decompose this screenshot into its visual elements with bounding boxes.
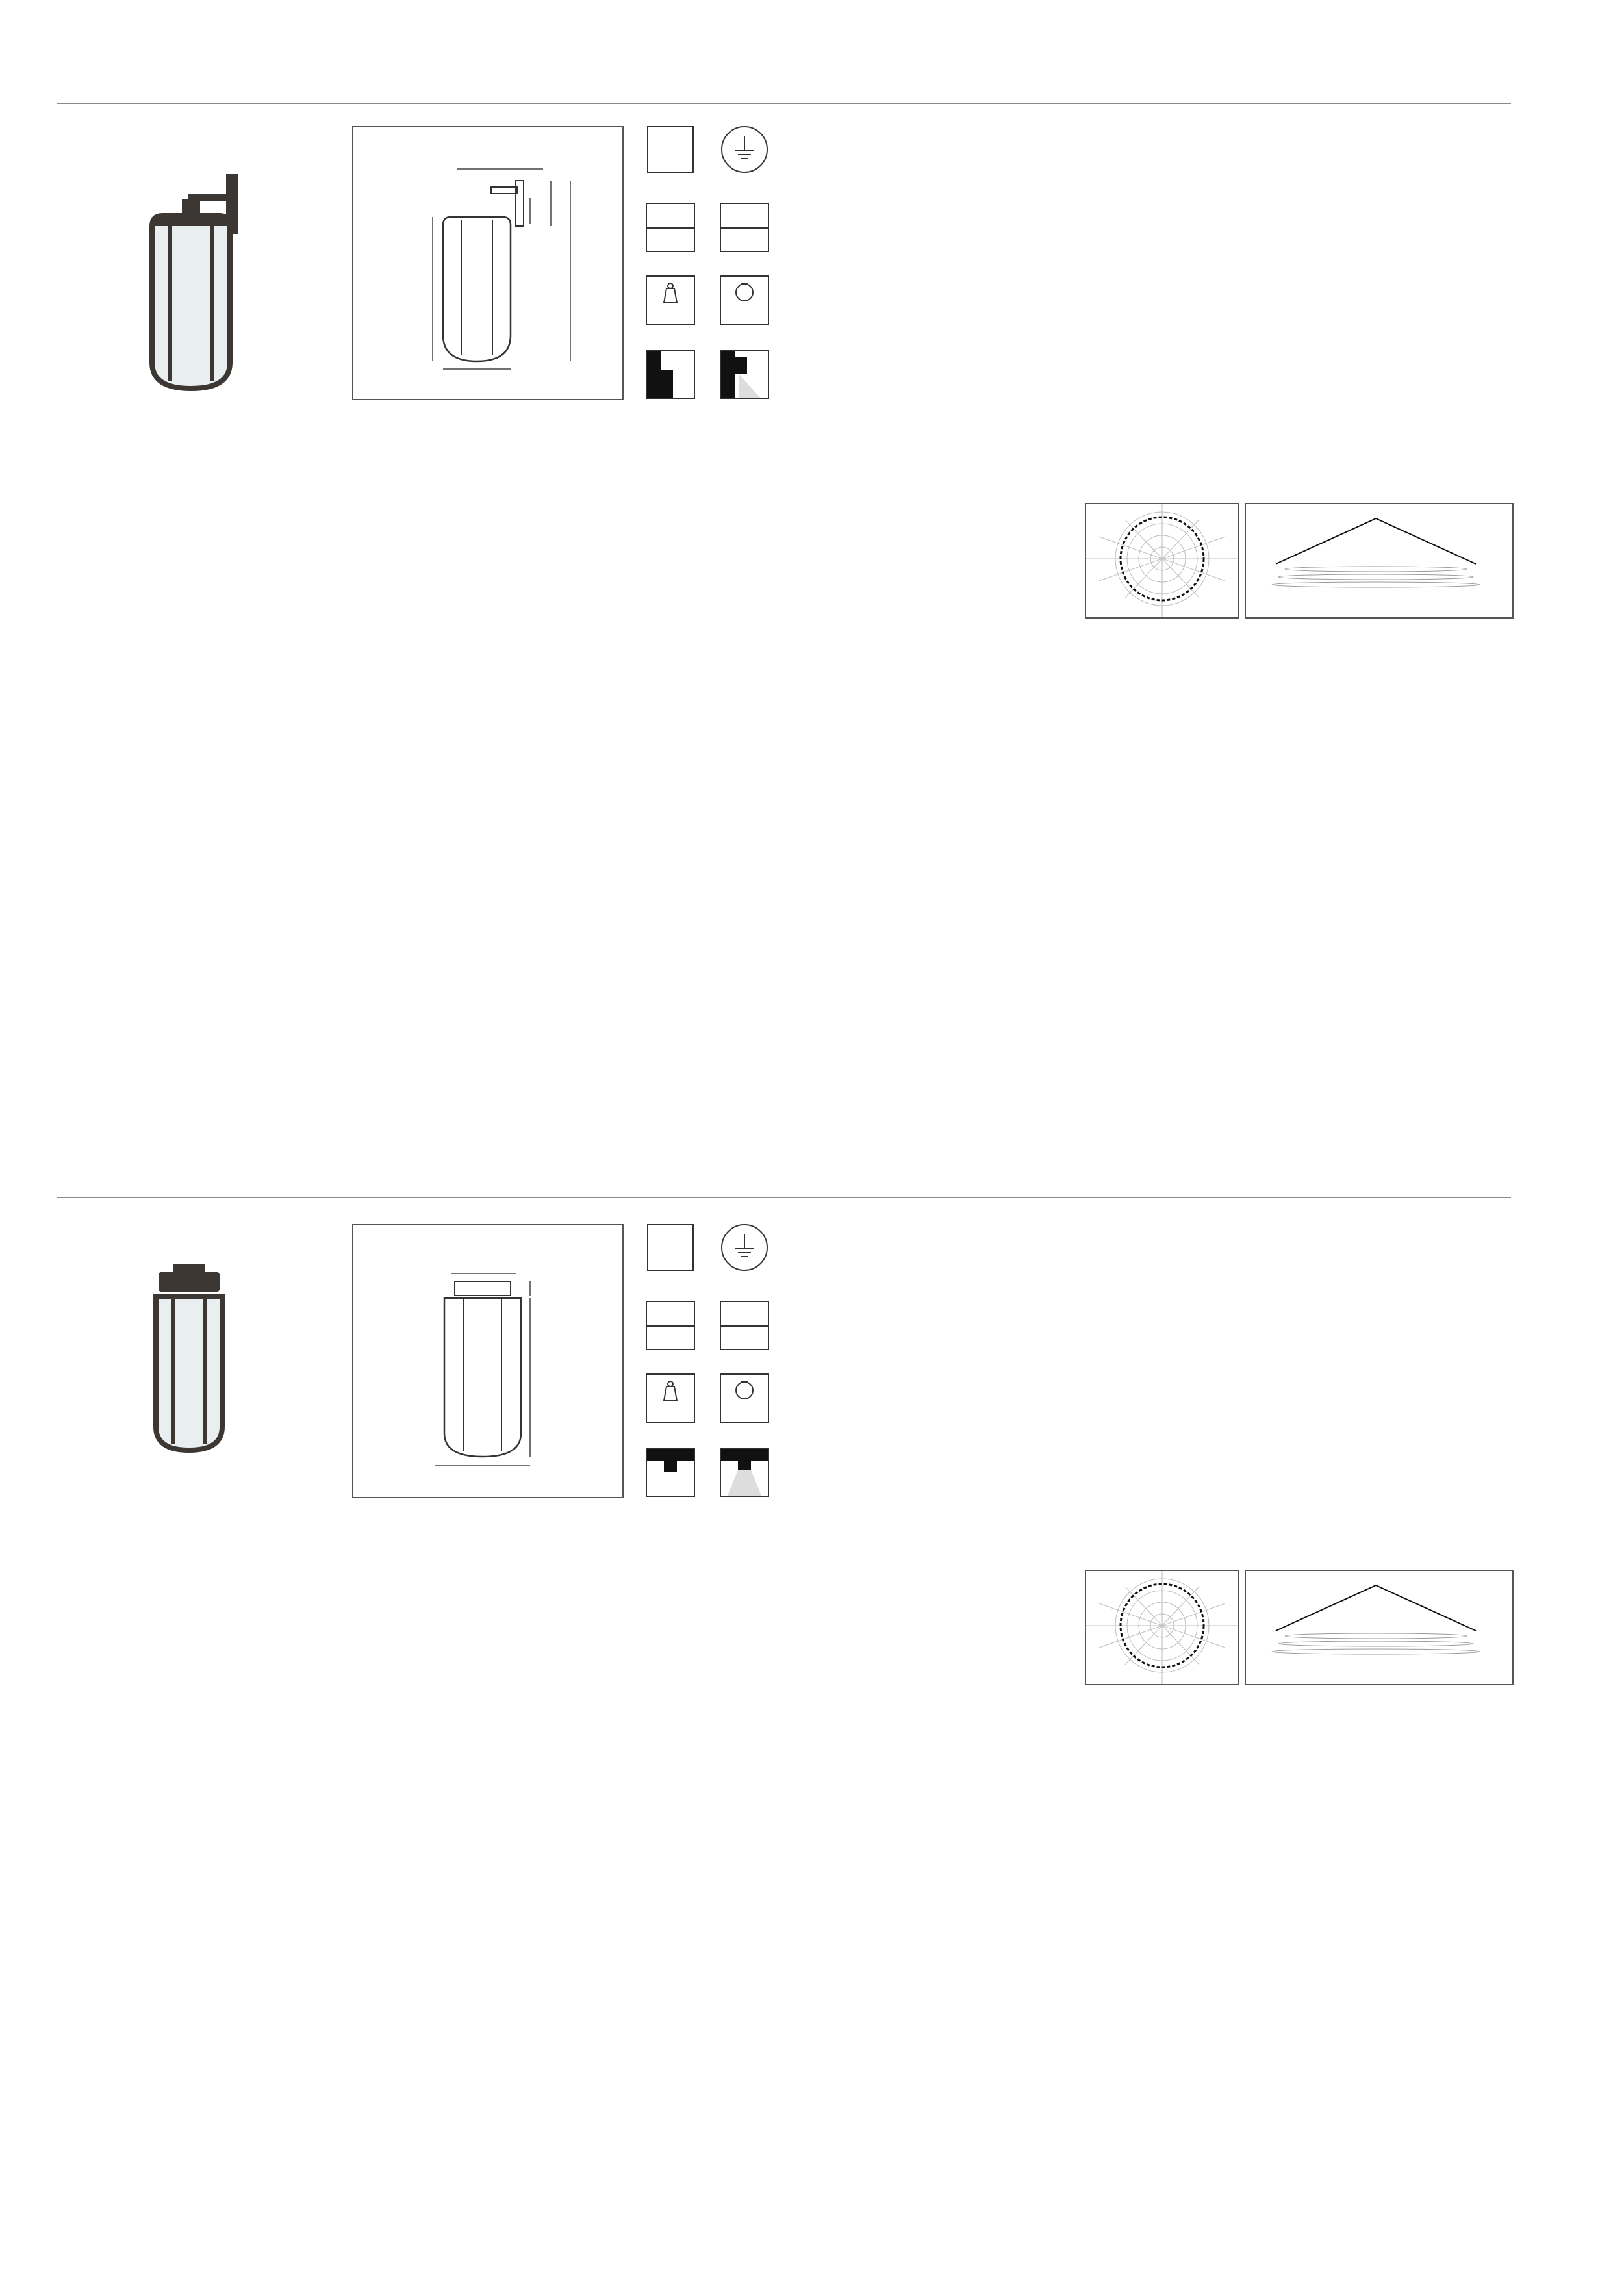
mounting-icon-wall-right [720, 350, 769, 399]
photometric-chart [1085, 503, 1514, 619]
mounting-icon-ceiling-left [646, 1448, 695, 1497]
ip-rating [646, 1301, 695, 1350]
ground-class-icon [721, 1224, 768, 1271]
technical-drawing [352, 126, 624, 400]
cone-diagram [1245, 503, 1514, 619]
technical-drawing [352, 1224, 624, 1498]
polar-diagram [1085, 503, 1239, 619]
mounting-icon-wall-left [646, 350, 695, 399]
ip-rating [646, 203, 695, 252]
weight-icon [646, 1373, 695, 1423]
ce-mark-icon [647, 126, 694, 173]
led-included-icon [720, 1373, 769, 1423]
ik-rating [720, 1301, 769, 1350]
ik-rating [720, 203, 769, 252]
cone-diagram [1245, 1570, 1514, 1685]
mounting-icon-ceiling-right [720, 1448, 769, 1497]
divider [57, 1197, 1511, 1198]
divider [57, 103, 1511, 104]
ce-mark-icon [647, 1224, 694, 1271]
product-photo [147, 1264, 231, 1463]
weight-icon [646, 275, 695, 325]
product-photo [143, 174, 253, 411]
ground-class-icon [721, 126, 768, 173]
polar-diagram [1085, 1570, 1239, 1685]
section-ceiling [0, 1145, 1624, 2217]
section-wall [0, 51, 1624, 1123]
led-included-icon [720, 275, 769, 325]
photometric-chart [1085, 1570, 1514, 1685]
codes-column-2700k [57, 478, 82, 521]
